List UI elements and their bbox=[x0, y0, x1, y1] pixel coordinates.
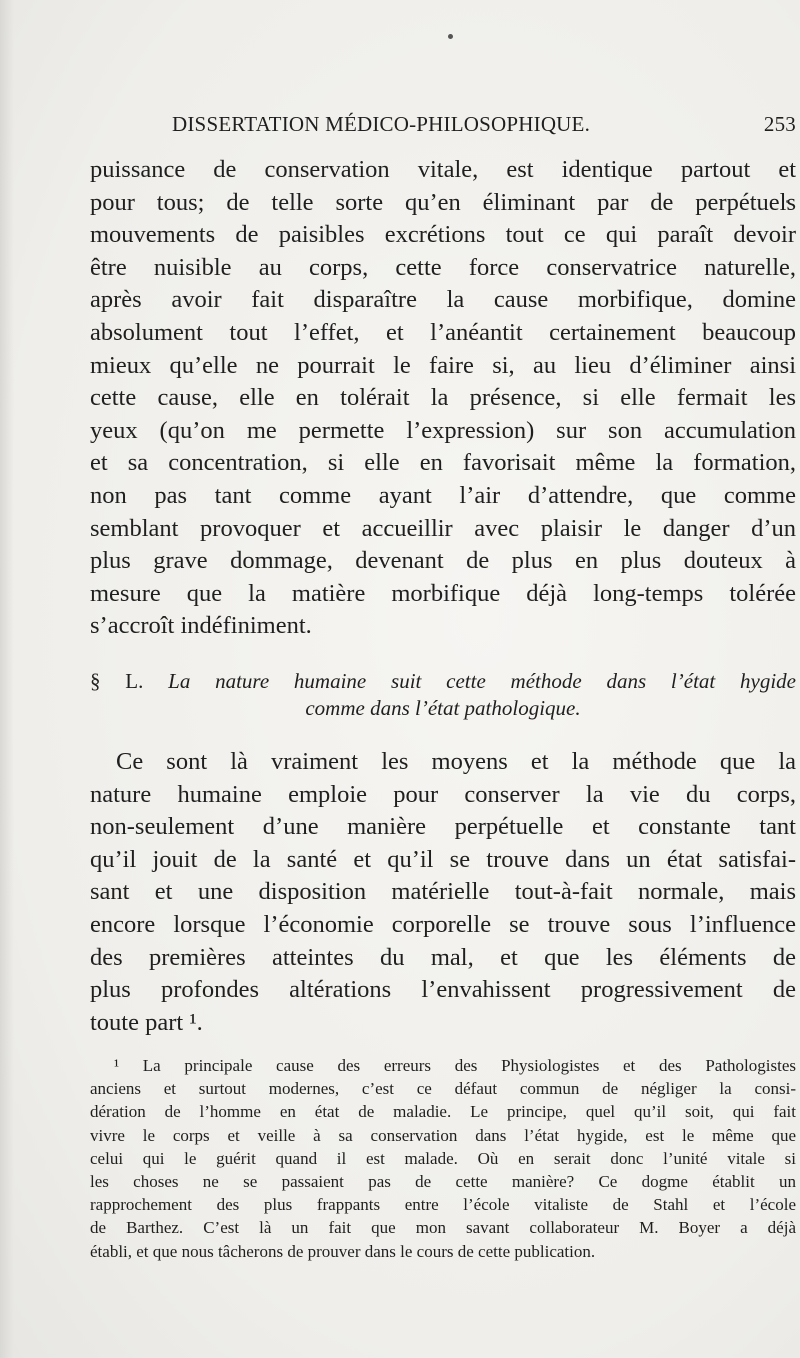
text-line: cette cause, elle en tolérait la présence, si elle fermait les bbox=[90, 384, 796, 412]
text-line: semblant provoquer et accueillir avec plaisir le danger d’un bbox=[90, 514, 796, 542]
text-line: des premières atteintes du mal, et que les éléments de bbox=[90, 943, 796, 971]
text-line: après avoir fait disparaître la cause morbifique, domine bbox=[90, 286, 796, 314]
text-line: nature humaine emploie pour conserver la vie du corps, bbox=[90, 780, 796, 808]
text-line: puissance de conservation vitale, est identique partout et bbox=[90, 156, 796, 183]
footnote-line: ¹ La principale cause des erreurs des Physiologistes et des Pathologistes bbox=[114, 1056, 796, 1075]
footnote-line: anciens et surtout modernes, c’est ce défaut commun de négliger la consi- bbox=[90, 1079, 796, 1099]
text-line: qu’il jouit de la santé et qu’il se trouve dans un état satisfai- bbox=[90, 845, 796, 873]
text-line: être nuisible au corps, cette force conservatrice naturelle, bbox=[90, 253, 796, 281]
text-line: mieux qu’elle ne pourrait le faire si, au lieu d’éliminer ainsi bbox=[90, 351, 796, 379]
text-line: plus profondes altérations l’envahissent progressivement de bbox=[90, 976, 796, 1004]
text-line: plus grave dommage, devenant de plus en plus douteux à bbox=[90, 547, 796, 575]
text-line: non-seulement d’une manière perpétuelle et constante tant bbox=[90, 813, 796, 841]
text-line: mouvements de paisibles excrétions tout ce qui paraît devoir bbox=[90, 221, 796, 249]
paragraph-continued bbox=[90, 154, 796, 643]
footnote-line: vivre le corps et veille à sa conservation dans l’état hygide, est le même que bbox=[90, 1125, 796, 1145]
paragraph-main bbox=[90, 746, 796, 1039]
text-line: non pas tant comme ayant l’air d’attendre, que comme bbox=[90, 481, 796, 509]
section-title-part-1: La nature humaine suit cette méthode dans l’état hygide bbox=[168, 669, 796, 693]
footnote-line: rapprochement des plus frappants entre l’école vitaliste de Stahl et l’école bbox=[90, 1195, 796, 1215]
footnote-line: celui qui le guérit quand il est malade. Où en serait donc l’unité vitale si bbox=[90, 1148, 796, 1168]
text-line: sant et une disposition matérielle tout-à-fait normale, mais bbox=[90, 878, 796, 906]
text-line: absolument tout l’effet, et l’anéantit certainement beaucoup bbox=[90, 318, 796, 346]
text-line: yeux (qu’on me permette l’expression) sur son accumulation bbox=[90, 416, 796, 444]
footnote-line: de Barthez. C’est là un fait que mon savant collaborateur M. Boyer a déjà bbox=[90, 1218, 796, 1238]
text-line: Ce sont là vraiment les moyens et la méthode que la bbox=[116, 748, 796, 775]
text-line: encore lorsque l’économie corporelle se trouve sous l’influence bbox=[90, 910, 796, 938]
page-edge-shadow bbox=[0, 0, 14, 1358]
section-heading-line-1 bbox=[90, 668, 796, 695]
footnote-line: établi, et que nous tâcherons de prouver dans le cours de cette publication. bbox=[90, 1241, 596, 1261]
page-number: 253 bbox=[763, 112, 796, 136]
running-head-title: DISSERTATION MÉDICO-PHILOSOPHIQUE. bbox=[172, 112, 591, 136]
footnote bbox=[90, 1054, 796, 1263]
text-line: toute part ¹. bbox=[90, 1008, 203, 1036]
section-title-part-2: comme dans l’état pathologique. bbox=[305, 696, 581, 720]
text-line: s’accroît indéfiniment. bbox=[90, 612, 312, 640]
section-heading bbox=[90, 668, 796, 722]
text-line: pour tous; de telle sorte qu’en éliminant par de perpétuels bbox=[90, 188, 796, 216]
footnote-line: les choses ne se passaient pas de cette manière? Ce dogme établit un bbox=[90, 1171, 796, 1191]
text-line: et sa concentration, si elle en favorisait même la formation, bbox=[90, 449, 796, 477]
section-number: § L. bbox=[90, 669, 144, 693]
text-line: mesure que la matière morbifique déjà long-temps tolérée bbox=[90, 579, 796, 607]
ink-dot bbox=[448, 34, 453, 39]
footnote-line: dération de l’homme en état de maladie. Le principe, quel qu’il soit, qui fait bbox=[90, 1102, 796, 1122]
